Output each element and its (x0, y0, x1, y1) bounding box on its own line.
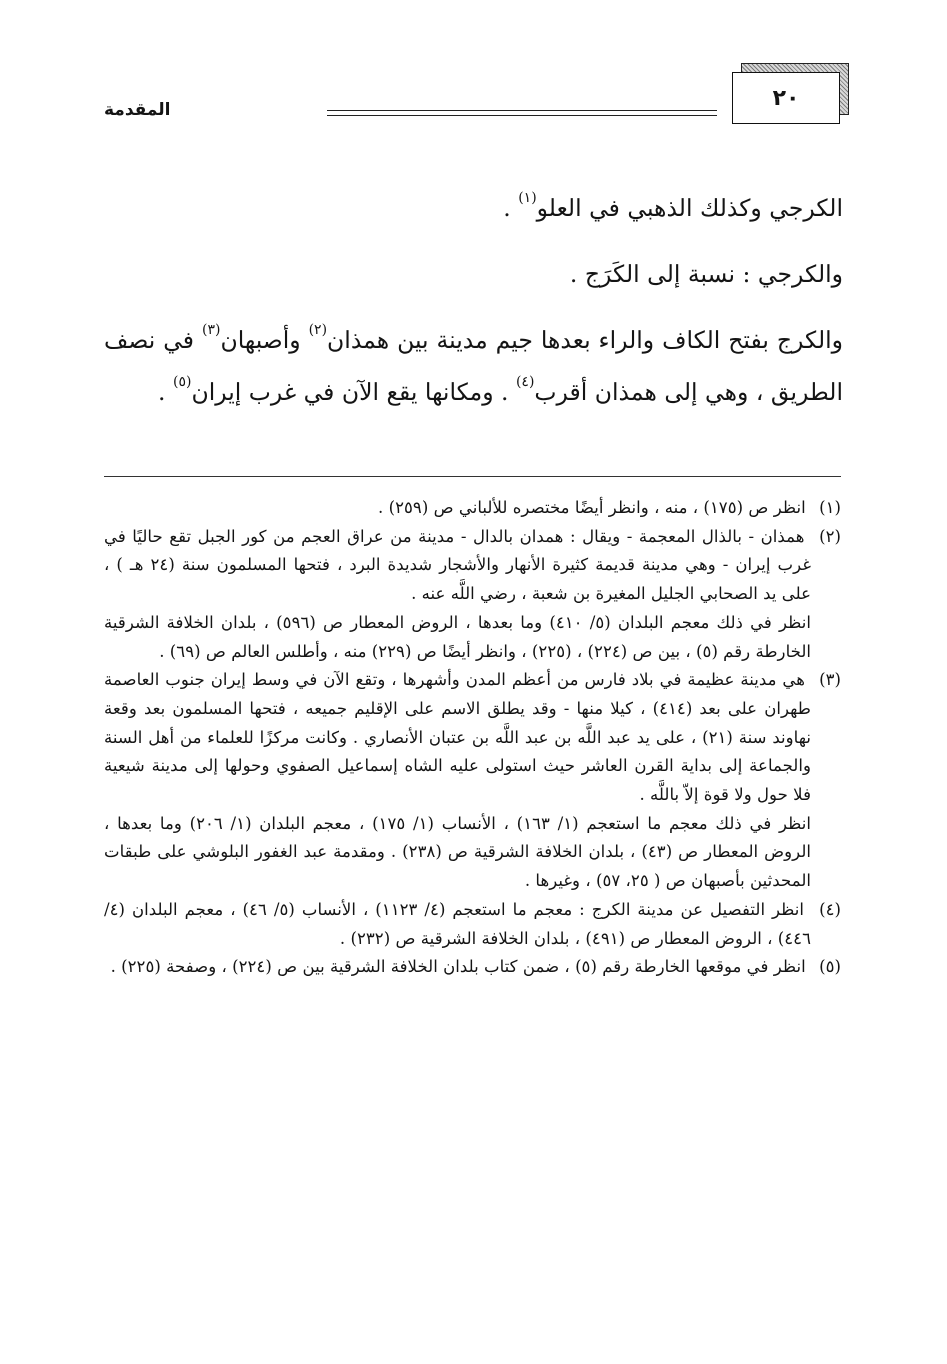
paragraph-1-text: الكرجي وكذلك الذهبي في العلو (536, 194, 843, 222)
footnote-ref-4: (٤) (515, 374, 535, 390)
footnote-text: هي مدينة عظيمة في بلاد فارس من أعظم المدن وأشهرها ، وتقع الآن في وسط إيران جنوب العاصمة طهران على بعد (٤١٤) ، كيلا منها - وقد يطلق الاسم على الإقليم جميعه ، فتحها المسلمون بعد وقعة نهاوند سنة (٢١) ، على يد عبد اللَّه بن عبد اللَّه بن عتبان الأنصاري . وكانت مركزًا للعلماء من أهل السنة والجماعة إلى بداية القرن العاشر حيث استولى عليه الشاه إسماعيل الصفوي وحولها إلى مدينة شيعية فلا حول ولا قوة إلاّ باللَّه . (104, 670, 811, 805)
footnote-text: انظر ص (١٧٥) ، منه ، وانظر أيضًا مختصره للألباني ص (٢٥٩) . (378, 498, 806, 517)
paragraph-3-text-1: والكرج بفتح الكاف والراء بعدها جيم مدينة بين همذان (327, 326, 843, 354)
footnote-2 (104, 523, 841, 609)
running-title: المقدمة (104, 100, 171, 120)
footnote-4 (104, 896, 841, 953)
paragraph-3-text-3: في نصف الطريق ، وهي إلى همذان أقرب (104, 326, 843, 406)
paragraph-2-text: والكرجي : نسبة إلى الكَرَج . (569, 260, 843, 288)
footnote-3 (104, 666, 841, 810)
footnote-3-references: انظر في ذلك معجم ما استعجم (١/ ١٦٣) ، الأنساب (١/ ١٧٥) ، معجم البلدان (١/ ٢٠٦) وما بعدها ، الروض المعطار ص (٤٣) ، بلدان الخلافة الشرقية ص (٢٣٨) . ومقدمة عبد الغفور البلوشي على طبقات المحدثين بأصبهان ص ( ٢٥، ٥٧) ، وغيرها . (104, 813, 812, 891)
footnote-number: (١) (819, 498, 841, 517)
footnote-separator (104, 476, 841, 477)
footnote-number: (٣) (819, 670, 841, 690)
footnote-ref-3: (٣) (201, 322, 221, 338)
footnote-ref-1: (١) (518, 190, 537, 206)
paragraph-3-text-2: وأصبهان (220, 326, 309, 354)
footnotes (104, 494, 841, 982)
header-rule-top (327, 110, 717, 111)
main-text (104, 182, 843, 436)
footnote-1 (104, 494, 841, 523)
paragraph-3-text-4: . ومكانها يقع الآن في غرب إيران (191, 378, 516, 406)
footnote-ref-5: (٥) (172, 374, 192, 390)
footnote-number: (٢) (819, 526, 841, 546)
footnote-text: انظر في موقعها الخارطة رقم (٥) ، ضمن كتاب بلدان الخلافة الشرقية بين ص (٢٢٤) ، وصفحة (٢٢٥) . (110, 957, 806, 977)
footnote-text: انظر التفصيل عن مدينة الكرج : معجم ما استعجم (٤/ ١١٢٣) ، الأنساب (٥/ ٤٦) ، معجم البلدان (٤/ ٤٤٦) ، الروض المعطار ص (٤٩١) ، بلدان الخلافة الشرقية ص (٢٣٢) . (104, 899, 811, 948)
footnote-5 (104, 953, 841, 982)
paragraph-2 (104, 248, 843, 300)
page-number-frame (725, 72, 840, 128)
footnote-ref-2: (٢) (308, 322, 328, 338)
page-number: ٢٠ (732, 72, 840, 124)
footnote-number: (٥) (819, 957, 841, 977)
paragraph-1-tail: . (503, 194, 519, 222)
page-header (0, 70, 947, 140)
footnote-2-references: انظر في ذلك معجم البلدان (٥/ ٤١٠) وما بعدها ، الروض المعطار ص (٥٩٦) ، بلدان الخلافة الشرقية الخارطة رقم (٥) ، بين ص (٢٢٤) ، (٢٢٥) ، وانظر أيضًا ص (٢٢٩) منه ، وأطلس العالم ص (٦٩) . (104, 612, 812, 661)
header-rule-bottom (327, 115, 717, 116)
paragraph-1 (104, 182, 843, 234)
paragraph-3 (104, 314, 843, 418)
footnote-number: (٤) (819, 899, 842, 919)
paragraph-3-text-5: . (158, 378, 173, 406)
footnote-text: همذان - بالذال المعجمة - ويقال : همدان بالدال - مدينة من عراق العجم من كور الجبل تقع حاليًا في غرب إيران - وهي مدينة قديمة كثيرة الأنهار والأشجار شديدة البرد ، فتحها المسلمون سنة (٢٤ هـ ) ، على يد الصحابي الجليل المغيرة بن شعبة ، رضي اللَّه عنه . (104, 526, 812, 604)
